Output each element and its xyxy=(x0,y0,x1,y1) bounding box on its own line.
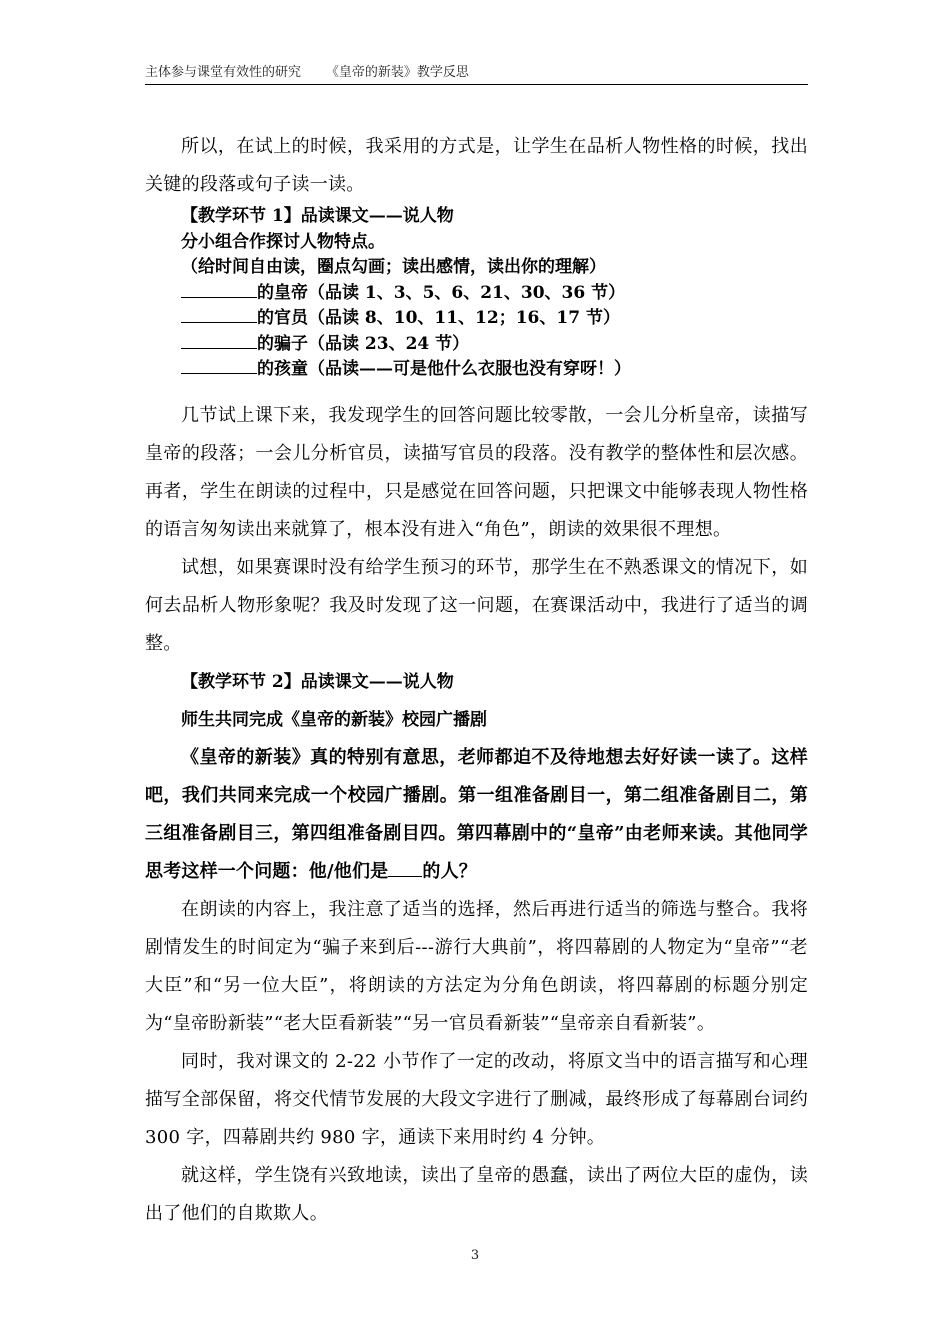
step2-body: 《皇帝的新装》真的特别有意思，老师都迫不及待地想去好好读一读了。这样吧，我们共同来完成一个校园广播剧。第一组准备剧目一，第二组准备剧目二，第三组准备剧目三，第四组准备剧目四。第四幕剧中的“皇帝”由老师来读。其他同学思考这样一个问题：他/他们是 的人？ xyxy=(145,746,808,882)
page-number: 3 xyxy=(470,1248,480,1263)
step1-item: 的官员（品读 8、10、11、12；16、17 节） xyxy=(145,306,808,332)
step1-title: 【教学环节 1】品读课文——说人物 xyxy=(181,206,454,226)
fill-blank xyxy=(181,357,257,374)
fill-blank xyxy=(181,281,257,298)
paragraph-6: 就这样，学生饶有兴致地读，读出了皇帝的愚蠢，读出了两位大臣的虚伪，读出了他们的自欺欺人。 xyxy=(145,1164,808,1224)
step1-item: 的孩童（品读——可是他什么衣服也没有穿呀！） xyxy=(145,357,808,383)
step1-item: 的皇帝（品读 1、3、5、6、21、30、36 节） xyxy=(145,281,808,307)
fill-blank xyxy=(181,332,257,349)
step2-subtitle: 师生共同完成《皇帝的新装》校园广播剧 xyxy=(181,709,487,730)
paragraph-4: 在朗读的内容上，我注意了适当的选择，然后再进行适当的筛选与整合。我将剧情发生的时间定为“骗子来到后---游行大典前”，将四幕剧的人物定为“皇帝”“老大臣”和“另一位大臣”，将朗读的方法定为分角色朗读，将四幕剧的标题分别定为“皇帝盼新装”“老大臣看新装”“另一官员看新装”“皇帝亲自看新装”。 xyxy=(145,898,808,1034)
step1-hint: （给时间自由读，圈点勾画；读出感情，读出你的理解） xyxy=(181,257,606,277)
paragraph-2: 几节试上课下来，我发现学生的回答问题比较零散，一会儿分析皇帝，读描写皇帝的段落；一会儿分析官员，读描写官员的段落。没有教学的整体性和层次感。再者，学生在朗读的过程中，只是感觉在回答问题，只把课文中能够表现人物性格的语言匆匆读出来就算了，根本没有进入“角色”，朗读的效果很不理想。 xyxy=(145,404,808,540)
step1-task: 分小组合作探讨人物特点。 xyxy=(181,231,385,252)
paragraph-1: 所以，在试上的时候，我采用的方式是，让学生在品析人物性格的时候，找出关键的段落或句子读一读。 xyxy=(145,136,808,195)
fill-blank xyxy=(388,860,422,877)
paragraph-3: 试想，如果赛课时没有给学生预习的环节，那学生在不熟悉课文的情况下，如何去品析人物形象呢？我及时发现了这一问题，在赛课活动中，我进行了适当的调整。 xyxy=(145,556,808,654)
fill-blank xyxy=(181,306,257,323)
paragraph-5: 同时，我对课文的 2-22 小节作了一定的改动，将原文当中的语言描写和心理描写全部保留，将交代情节发展的大段文字进行了删减，最终形成了每幕剧台词约 300 字，四幕剧共约 980 字，通读下来用时约 4 分钟。 xyxy=(145,1050,808,1148)
step1-item: 的骗子（品读 23、24 节） xyxy=(145,332,808,358)
step2-title: 【教学环节 2】品读课文——说人物 xyxy=(181,671,454,692)
header-right: 《皇帝的新装》教学反思 xyxy=(325,65,469,80)
header-left: 主体参与课堂有效性的研究 xyxy=(145,65,302,80)
page-header xyxy=(145,62,808,85)
document-body xyxy=(145,128,808,1233)
